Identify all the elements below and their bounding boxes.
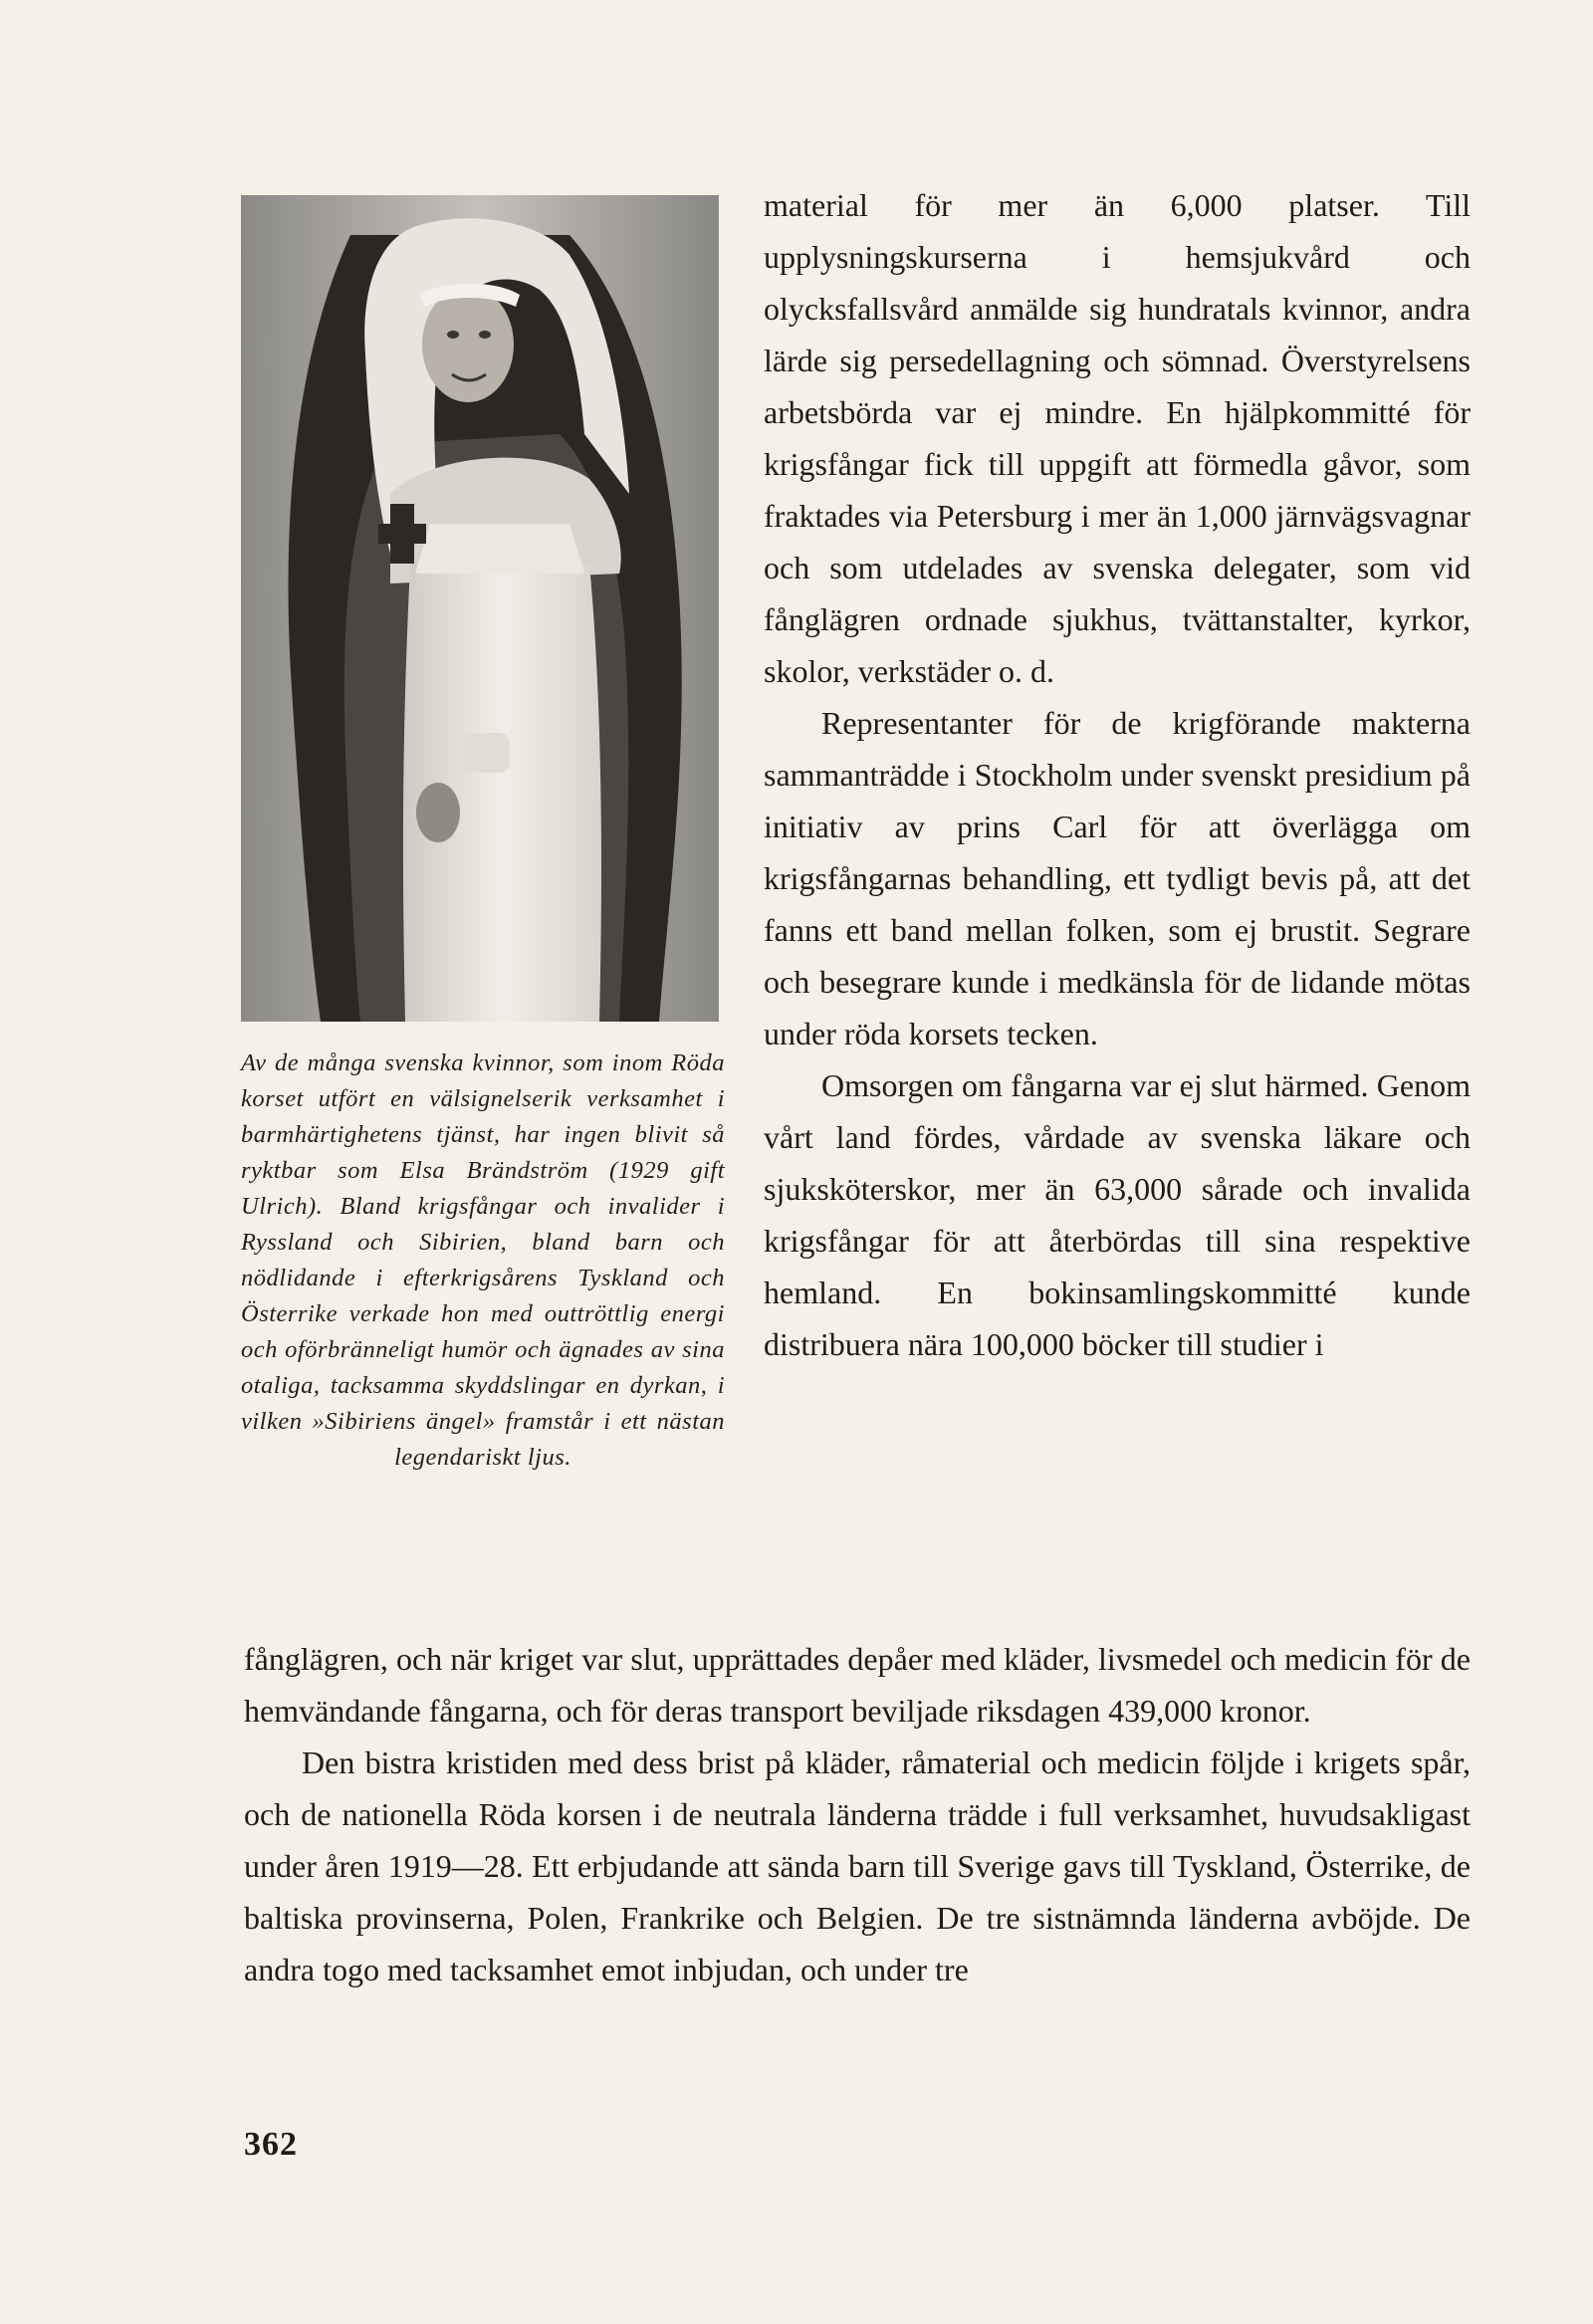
portrait-photo (241, 195, 719, 1022)
paragraph: Omsorgen om fångarna var ej slut härmed. Genom vårt land fördes, vårdade av svenska läkare och sjuksköterskor, mer än 63,000 sårade och invalida krigsfångar för att återbördas till sina respektive hemland. En bokinsamlingskommitté kunde distribuera nära 100,000 böcker till studier i (764, 1067, 1471, 1362)
photo-caption: Av de många svenska kvinnor, som inom Röda korset utfört en välsignelserik verksamhet i barmhärtighetens tjänst, har ingen blivit så ryktbar som Elsa Brändström (1929 gift Ulrich). Bland krigsfångar och invalider i Ryssland och Sibirien, bland barn och nödlidande i efterkrigsårens Tyskland och Österrike verkade hon med outtröttlig energi och oförbränneligt humör och ägnades av sina otaliga, tacksamma skyddslingar en dyrkan, i vilken »Sibiriens ängel» framstår i ett nästan legendariskt ljus. (241, 1049, 725, 1471)
paragraph: Representanter för de krigförande makterna sammanträdde i Stockholm under svenskt presidium på initiativ av prins Carl för att överlägga om krigsfångarnas behandling, ett tydligt bevis på, att det fanns ett band mellan folken, som ej brustit. Segrare och besegrare kunde i medkänsla för de lidande mötas under röda korsets tecken. (764, 705, 1471, 1051)
right-column-text (764, 179, 1471, 1370)
paragraph: fånglägren, och när kriget var slut, upprättades depåer med kläder, livsmedel och medicin för de hemvändande fångarna, och för deras transport beviljade riksdagen 439,000 kronor. (244, 1641, 1471, 1729)
paragraph: Den bistra kristiden med dess brist på kläder, råmaterial och medicin följde i krigets spår, och de nationella Röda korsen i de neutrala länderna trädde i full verksamhet, huvudsakligast under åren 1919—28. Ett erbjudande att sända barn till Sverige gavs till Tyskland, Österrike, de baltiska provinserna, Polen, Frankrike och Belgien. De tre sistnämnda länderna avböjde. De andra togo med tacksamhet emot inbjudan, och under tre (244, 1744, 1471, 1987)
full-width-text (244, 1633, 1471, 1995)
page-number: 362 (244, 2126, 298, 2163)
nurse-portrait-illustration (241, 195, 719, 1022)
paragraph: material för mer än 6,000 platser. Till upplysningskurserna i hemsjukvård och olycksfallsvård anmälde sig hundratals kvinnor, andra lärde sig persedellagning och sömnad. Överstyrelsens arbetsbörda var ej mindre. En hjälpkommitté för krigsfångar fick till uppgift att förmedla gåvor, som fraktades via Petersburg i mer än 1,000 järnvägsvagnar och som utdelades av svenska delegater, som vid fånglägren ordnade sjukhus, tvättanstalter, kyrkor, skolor, verkstäder o. d. (764, 187, 1471, 689)
